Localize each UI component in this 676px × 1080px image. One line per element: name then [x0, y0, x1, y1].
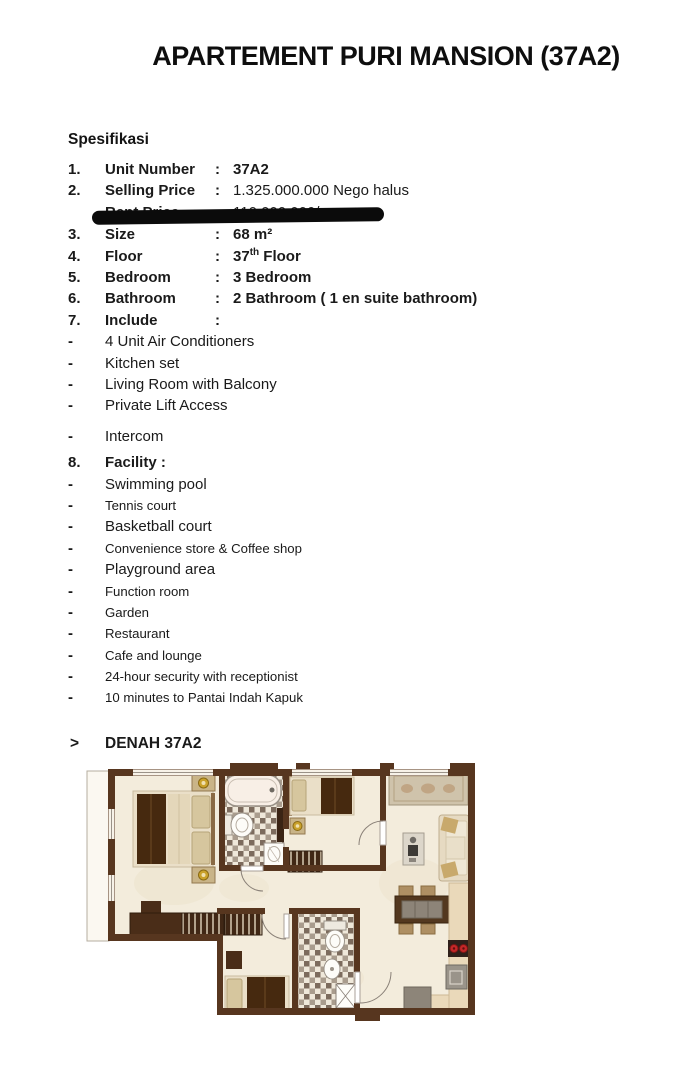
- facility-item-label: Cafe and lounge: [105, 647, 202, 663]
- row-value: 1.325.000.000 Nego halus: [233, 182, 409, 200]
- facility-item-label: Convenience store & Coffee shop: [105, 540, 302, 556]
- include-item-label: 4 Unit Air Conditioners: [105, 333, 255, 351]
- facility-item-label: Tennis court: [105, 497, 177, 513]
- dash: -: [68, 646, 73, 664]
- floor-plan-image: [84, 763, 676, 1026]
- facility-item: [68, 603, 676, 624]
- denah-heading-row: [0, 734, 676, 753]
- facility-item: [68, 667, 676, 688]
- dash: -: [68, 427, 73, 445]
- stove: [448, 940, 469, 957]
- facility-item-label: 10 minutes to Pantai Indah Kapuk: [105, 690, 303, 706]
- spec-row: [68, 311, 676, 332]
- wardrobe-closets: [130, 913, 262, 935]
- include-item-label: Intercom: [105, 427, 164, 445]
- facility-item-label: Garden: [105, 604, 149, 620]
- include-item-label: Living Room with Balcony: [105, 376, 277, 394]
- facility-item-label: Swimming pool: [105, 475, 207, 493]
- shaft-box: [336, 984, 355, 1008]
- facility-item-label: 24-hour security with receptionist: [105, 669, 298, 685]
- facility-item-label: Playground area: [105, 561, 216, 579]
- row-colon: :: [215, 311, 220, 329]
- redacted-row: [68, 203, 676, 226]
- include-item: [68, 354, 676, 375]
- row-label: Include: [105, 311, 158, 329]
- dash: -: [68, 625, 73, 643]
- row-number: 8.: [68, 454, 81, 472]
- facility-item: [68, 646, 676, 667]
- facility-item-label: Function room: [105, 583, 190, 599]
- bathroom-sink: [264, 843, 284, 867]
- floor-word: Floor: [259, 247, 301, 265]
- denah-title: DENAH 37A2: [105, 734, 202, 752]
- spec-rows: [68, 160, 676, 710]
- kitchen-sink: [446, 965, 467, 989]
- dash: -: [68, 354, 73, 372]
- facility-item: [68, 560, 676, 581]
- dash: -: [68, 561, 73, 579]
- row-label: Selling Price: [105, 182, 196, 200]
- bedroom-2-bed: [289, 776, 354, 816]
- row-label: Floor: [105, 247, 143, 265]
- balcony: [87, 771, 109, 941]
- bathtub: [224, 775, 281, 806]
- facility-item: [68, 582, 676, 603]
- denah-marker: >: [70, 734, 80, 752]
- spec-row: [68, 268, 676, 289]
- row-number: 1.: [68, 161, 81, 178]
- row-colon: :: [215, 247, 220, 265]
- include-item: [68, 427, 676, 448]
- dash: -: [68, 668, 73, 686]
- include-item: [68, 396, 676, 417]
- dash: -: [68, 689, 73, 707]
- dash: -: [68, 397, 73, 415]
- armchair: [141, 901, 161, 914]
- facility-item: [68, 539, 676, 560]
- dash: -: [68, 603, 73, 621]
- toilet-2: [324, 921, 346, 952]
- row-value: [233, 247, 301, 268]
- toilet: [224, 813, 253, 837]
- spec-heading: Spesifikasi: [68, 131, 149, 148]
- pedestal-sink: [324, 959, 340, 979]
- page-title: APARTEMENT PURI MANSION (37A2): [152, 41, 620, 71]
- facility-item: [68, 688, 676, 709]
- ordinal-suffix: th: [249, 246, 260, 258]
- spec-row: [68, 289, 676, 310]
- include-item-label: Private Lift Access: [105, 397, 228, 415]
- row-colon: :: [215, 161, 220, 178]
- row-colon: :: [215, 269, 220, 287]
- row-label: Size: [105, 226, 136, 244]
- dash: -: [68, 496, 73, 514]
- sofa: [439, 815, 469, 881]
- row-colon: :: [215, 182, 220, 200]
- include-item-label: Kitchen set: [105, 354, 180, 372]
- spec-row: [68, 160, 676, 181]
- row-colon: :: [215, 226, 220, 244]
- entry-rug: [389, 772, 468, 805]
- specification-section: [0, 130, 676, 710]
- dash: -: [68, 376, 73, 394]
- bathroom-shelf: [277, 808, 284, 842]
- row-value: 2 Bathroom ( 1 en suite bathroom): [233, 290, 478, 308]
- facility-item: [68, 496, 676, 517]
- facility-heading: Facility :: [105, 454, 166, 472]
- row-number: 3.: [68, 226, 81, 244]
- spec-row: [68, 225, 676, 246]
- include-item: [68, 332, 676, 353]
- master-bedroom-bed: [133, 791, 215, 867]
- row-value: 37A2: [233, 161, 269, 178]
- facility-item: [68, 624, 676, 645]
- row-number: 2.: [68, 182, 81, 200]
- dash: -: [68, 582, 73, 600]
- facility-item: [68, 475, 676, 496]
- row-number: 4.: [68, 247, 81, 265]
- floor-number: 37: [233, 247, 250, 265]
- include-item: [68, 375, 676, 396]
- row-label: Unit Number: [105, 161, 195, 178]
- dash: -: [68, 539, 73, 557]
- row-value: 68 m²: [233, 226, 273, 244]
- facility-heading-row: [68, 453, 676, 474]
- row-number: 7.: [68, 311, 81, 329]
- facility-item-label: Restaurant: [105, 626, 170, 642]
- coffee-table: [403, 833, 424, 865]
- spec-row: [68, 247, 676, 268]
- dash: -: [68, 333, 73, 351]
- row-label: Bedroom: [105, 269, 171, 287]
- bedroom-2-nightstand: [290, 818, 305, 834]
- row-number: 5.: [68, 269, 81, 287]
- row-colon: :: [215, 290, 220, 308]
- facility-item-label: Basketball court: [105, 518, 212, 536]
- dash: -: [68, 475, 73, 493]
- dash: -: [68, 518, 73, 536]
- row-label: Bathroom: [105, 290, 176, 308]
- spec-row: [68, 181, 676, 202]
- row-value: 3 Bedroom: [233, 269, 312, 287]
- row-number: 6.: [68, 290, 81, 308]
- facility-item: [68, 517, 676, 538]
